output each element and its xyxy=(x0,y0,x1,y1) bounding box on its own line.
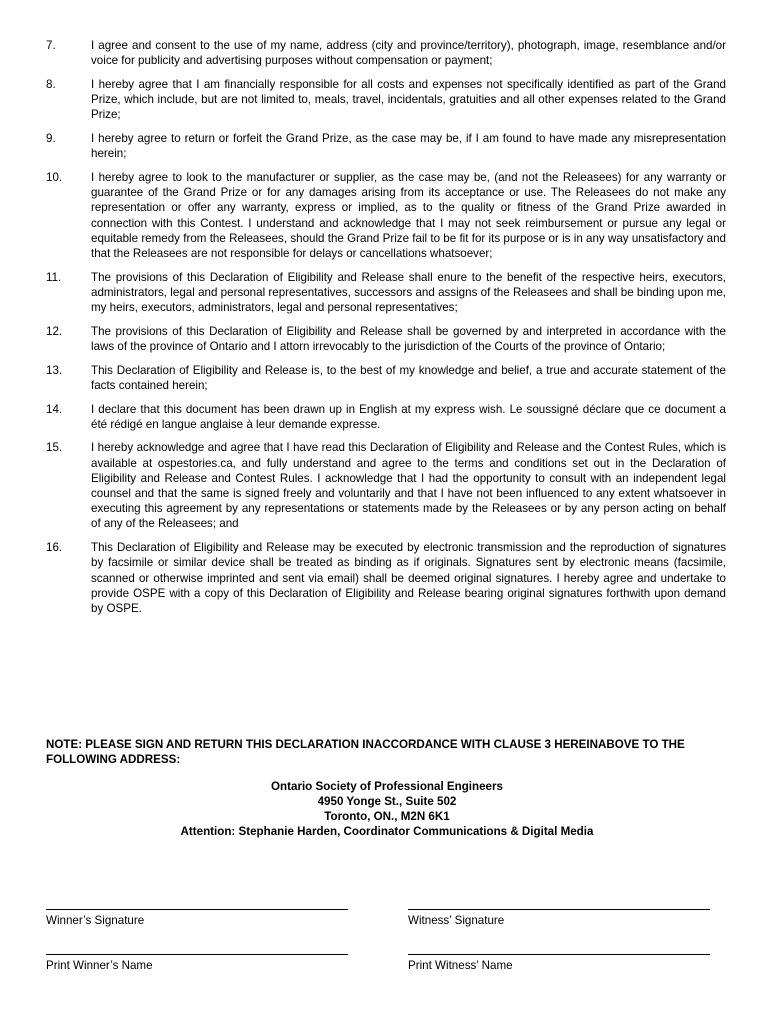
clause-12 xyxy=(46,324,726,354)
mailing-address xyxy=(46,779,728,839)
clause-text: I agree and consent to the use of my name, address (city and province/territory), photograph, image, resemblance and/or voice for publicity and advertising purposes without compensation or payment; xyxy=(91,39,726,68)
clause-text: This Declaration of Eligibility and Release may be executed by electronic transmission and the reproduction of signatures by facsimile or similar device shall be treated as binding as if originals. Signatures sent by electronic means (facsimile, scanned or otherwise imprinted and sent via email) shall be deemed original signatures. I hereby agree and undertake to provide OSPE with a copy of this Declaration of Eligibility and Release bearing original signatures forthwith upon demand by OSPE. xyxy=(91,541,726,615)
clause-9 xyxy=(46,131,726,161)
signature-line xyxy=(46,909,348,910)
witness-name-field[interactable] xyxy=(408,954,710,973)
clause-number: 11. xyxy=(46,270,62,284)
winner-signature-field[interactable] xyxy=(46,909,348,928)
attention-line: Attention: Stephanie Harden, Coordinator Communications & Digital Media xyxy=(180,825,594,838)
signature-line xyxy=(408,909,710,910)
clause-number: 10. xyxy=(46,170,63,184)
winner-name-label: Print Winner’s Name xyxy=(46,959,153,972)
city-postal-code: Toronto, ON., M2N 6K1 xyxy=(324,810,450,823)
signature-line xyxy=(408,954,710,955)
clause-number: 13. xyxy=(46,363,63,377)
clause-10 xyxy=(46,170,726,261)
clause-number: 15. xyxy=(46,441,63,455)
clause-8 xyxy=(46,77,726,123)
clause-number: 14. xyxy=(46,402,63,416)
clause-16 xyxy=(46,540,726,616)
clause-13 xyxy=(46,363,726,393)
clause-text: The provisions of this Declaration of Eligibility and Release shall be governed by and interpreted in accordance with the laws of the province of Ontario and I attorn irrevocably to the jurisdiction of the Courts of the province of Ontario; xyxy=(91,324,726,353)
clause-list xyxy=(46,38,726,625)
signature-line xyxy=(46,954,348,955)
clause-text: I hereby agree to look to the manufacturer or supplier, as the case may be, (and not the Releasees) for any warranty or guarantee of the Grand Prize or for any damages arising from its acceptance or use. The Releasees do not make any representation or offer any warranty, express or implied, as to the quality or fitness of the Grand Prize awarded in connection with this Contest. I understand and acknowledge that I may not seek reimbursement or pursue any legal or equitable remedy from the Releasees, should the Grand Prize fail to be fit for its purpose or is in any way unsatisfactory and that the Releasees are not responsible for delays or cancellations whatsoever; xyxy=(91,170,726,260)
street-address: 4950 Yonge St., Suite 502 xyxy=(317,795,457,808)
clause-number: 9. xyxy=(46,132,56,146)
clause-11 xyxy=(46,270,726,316)
clause-text: I declare that this document has been drawn up in English at my express wish. Le soussigné déclare que ce document a été rédigé en langue anglaise à leur demande expresse. xyxy=(91,402,726,431)
clause-text: I hereby acknowledge and agree that I have read this Declaration of Eligibility and Release and the Contest Rules, which is available at ospestories.ca, and fully understand and agree to the terms and conditions set out in the Declaration of Eligibility and Release and Contest Rules. I acknowledge that I had the opportunity to consult with an independent legal counsel and that the same is signed freely and voluntarily and that I have not been influenced to any extent whatsoever in executing this agreement by any representations or statements made by the Releasees or by any person acting on behalf of any of the Releasees; and xyxy=(91,441,726,531)
clause-14 xyxy=(46,402,726,432)
witness-signature-label: Witness’ Signature xyxy=(408,914,505,927)
clause-number: 12. xyxy=(46,324,63,338)
winner-name-field[interactable] xyxy=(46,954,348,973)
clause-text: The provisions of this Declaration of Eligibility and Release shall enure to the benefit of the respective heirs, executors, administrators, legal and personal representatives, successors and assigns of the Releasees and shall be binding upon me, my heirs, executors, administrators, legal and personal representatives; xyxy=(91,270,726,315)
witness-name-label: Print Witness’ Name xyxy=(408,959,513,972)
clause-number: 7. xyxy=(46,39,56,52)
clause-7 xyxy=(46,38,726,68)
winner-signature-label: Winner’s Signature xyxy=(46,914,145,927)
clause-number: 8. xyxy=(46,77,56,91)
return-instructions-note: NOTE: PLEASE SIGN AND RETURN THIS DECLARATION INACCORDANCE WITH CLAUSE 3 HEREINABOVE TO THE FOLLOWING ADDRESS: xyxy=(46,738,685,767)
clause-text: I hereby agree to return or forfeit the Grand Prize, as the case may be, if I am found to have made any misrepresentation herein; xyxy=(91,132,726,161)
organization-name: Ontario Society of Professional Engineers xyxy=(271,780,503,793)
clause-text: This Declaration of Eligibility and Release is, to the best of my knowledge and belief, a true and accurate statement of the facts contained herein; xyxy=(91,363,726,392)
clause-text: I hereby agree that I am financially responsible for all costs and expenses not specifically identified as part of the Grand Prize, which include, but are not limited to, meals, travel, incidentals, gratuities and all other expenses related to the Grand Prize; xyxy=(91,77,726,122)
clause-number: 16. xyxy=(46,541,63,555)
clause-15 xyxy=(46,440,726,531)
witness-signature-field[interactable] xyxy=(408,909,710,928)
